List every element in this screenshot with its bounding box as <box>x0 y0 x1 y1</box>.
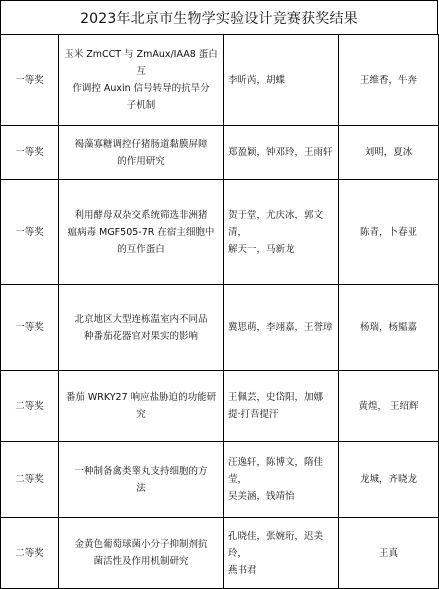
advisors: 黄煌， 王绍辉 <box>339 371 439 442</box>
project-title-line: 北京地区大型连栋温室内不同品 <box>74 313 208 325</box>
award-level: 一等奖 <box>1 126 59 180</box>
project-title <box>59 442 224 518</box>
team-members <box>224 371 339 442</box>
award-level: 二等奖 <box>1 518 59 589</box>
team-members-line: 解天一，马新龙 <box>228 243 295 255</box>
award-row <box>1 35 439 126</box>
advisors: 陈青，卜春亚 <box>339 180 439 285</box>
project-title-line: 瘟病毒 MGF505-7R 在宿主细胞中 <box>67 226 215 238</box>
awards-table <box>0 34 439 589</box>
project-title-line: 利用酵母双杂交系统筛选非洲猪 <box>74 209 208 221</box>
award-row <box>1 371 439 442</box>
project-title <box>59 285 224 371</box>
team-members-line: 贺于堂，尤庆冰，郭文清， <box>228 209 324 238</box>
project-title-line: 菌活性及作用机制研究 <box>93 556 189 567</box>
award-row <box>1 126 439 180</box>
project-title <box>59 371 224 442</box>
project-title-line: 作调控 Auxin 信号转导的抗旱分 <box>72 83 210 94</box>
team-members-line: 王佩芸，史岱阳，加娜 <box>228 392 324 403</box>
award-row <box>1 285 439 371</box>
team-members <box>224 285 339 371</box>
award-row <box>1 180 439 285</box>
team-members-line: 郑盈颖，钟邓玲，王雨轩 <box>228 147 333 158</box>
project-title <box>59 180 224 285</box>
advisors: 刘明，夏冰 <box>339 126 439 180</box>
project-title <box>59 518 224 589</box>
project-title <box>59 35 224 126</box>
project-title-line: 的互作蛋白 <box>117 243 165 255</box>
awards-table-body <box>1 35 439 589</box>
team-members-line: 冀思萌，李翊嘉，王誉璋 <box>228 322 333 333</box>
team-members-line: 提·打吾提汗 <box>228 409 279 420</box>
project-title-line: 种番茄花器官对果实的影响 <box>83 330 198 342</box>
team-members-line: 汪逸轩，陈博文，隋佳莹， <box>228 457 324 485</box>
advisors: 王维香，牛奔 <box>339 35 439 126</box>
team-members <box>224 126 339 180</box>
document-title: 2023年北京市生物学实验设计竞赛获奖结果 <box>0 0 438 35</box>
award-level: 二等奖 <box>1 371 59 442</box>
award-level: 一等奖 <box>1 180 59 285</box>
advisors: 龙城，齐晓龙 <box>339 442 439 518</box>
award-level: 二等奖 <box>1 442 59 518</box>
project-title <box>59 126 224 180</box>
project-title-line: 子机制 <box>126 100 156 111</box>
award-row <box>1 518 439 589</box>
team-members-line: 李昕芮，胡蝶 <box>228 74 286 86</box>
team-members <box>224 518 339 589</box>
project-title-line: 法 <box>136 482 146 494</box>
advisors: 王真 <box>339 518 439 589</box>
award-level: 一等奖 <box>1 35 59 126</box>
team-members <box>224 442 339 518</box>
project-title-line: 的作用研究 <box>117 155 165 167</box>
award-level: 一等奖 <box>1 285 59 371</box>
team-members <box>224 180 339 285</box>
project-title-line: 一种制备禽类睾丸支持细胞的方 <box>74 465 208 477</box>
advisors: 杨瑞，杨韫嘉 <box>339 285 439 371</box>
team-members-line: 吴美涵，钱靖怡 <box>228 491 295 502</box>
team-members-line: 孔晓佳，张婉珩，迟美玲， <box>228 530 324 559</box>
project-title-line: 金黄色葡萄球菌小分子抑制剂抗 <box>74 539 208 550</box>
team-members-line: 燕书君 <box>228 564 257 576</box>
award-row <box>1 442 439 518</box>
project-title-line: 番茄 WRKY27 响应盐胁迫的功能研究 <box>65 392 217 420</box>
project-title-line: 玉米 ZmCCT 与 ZmAux/IAA8 蛋白互 <box>64 49 218 77</box>
team-members <box>224 35 339 126</box>
project-title-line: 褐藻寡糖调控仔猪肠道黏膜屏障 <box>74 138 208 150</box>
